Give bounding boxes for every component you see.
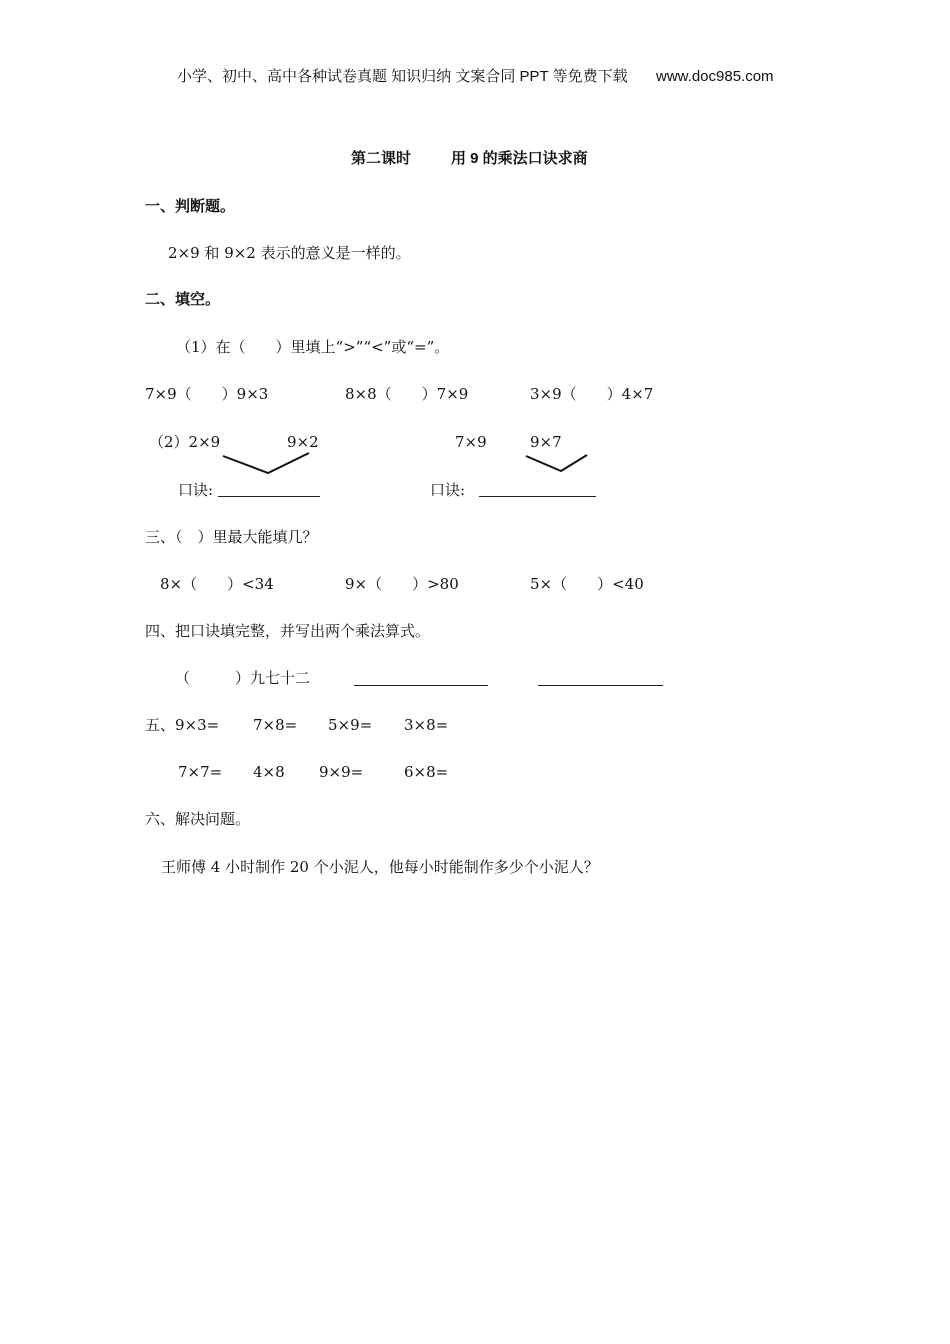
header-text: 小学、初中、高中各种试卷真题 知识归纳 文案合同 PPT 等免费下载 — [177, 68, 628, 85]
compare-item-1: 7×9（ ）9×3 — [145, 385, 269, 403]
section6-heading: 六、解决问题。 — [145, 810, 251, 828]
page-title: 用 9 的乘法口诀求商 — [451, 150, 588, 167]
koujue-label-right: 口诀: — [430, 481, 466, 499]
header-url[interactable]: www.doc985.com — [656, 68, 774, 85]
calc-item: 7×8= — [253, 716, 298, 734]
bracket-left-icon — [220, 450, 312, 476]
max-fill-item-1: 8×（ ）<34 — [160, 575, 274, 593]
section5-heading: 五、9×3= — [145, 716, 220, 734]
calc-item: 4×8 — [253, 763, 285, 781]
equation-blank-2[interactable] — [538, 685, 663, 686]
koujue-blank-right[interactable] — [479, 496, 596, 497]
section1-statement: 2×9 和 9×2 表示的意义是一样的。 — [168, 244, 411, 262]
section1-heading: 一、判断题。 — [145, 198, 236, 215]
q2-right-a: 7×9 — [455, 433, 487, 451]
section4-heading: 四、把口诀填完整，并写出两个乘法算式。 — [145, 622, 431, 640]
bracket-right-icon — [524, 453, 590, 473]
q2-right-b: 9×7 — [530, 433, 562, 451]
koujue-label-left: 口诀: — [178, 481, 214, 499]
compare-item-3: 3×9（ ）4×7 — [530, 385, 654, 403]
compare-item-2: 8×8（ ）7×9 — [345, 385, 469, 403]
equation-blank-1[interactable] — [354, 685, 488, 686]
section2-heading: 二、填空。 — [145, 291, 221, 308]
calc-item: 7×7= — [178, 763, 223, 781]
section3-heading: 三、（ ）里最大能填几？ — [145, 528, 318, 546]
lesson-label: 第二课时 — [351, 150, 412, 167]
max-fill-item-2: 9×（ ）>80 — [345, 575, 459, 593]
q2-label-left-a: （2）2×9 — [149, 433, 221, 451]
calc-item: 9×9= — [319, 763, 364, 781]
word-problem: 王师傅 4 小时制作 20 个小泥人，他每小时能制作多少个小泥人？ — [161, 858, 599, 876]
calc-item: 6×8= — [404, 763, 449, 781]
section2-q1-instruction: （1）在（ ）里填上“>”“<”或“=”。 — [176, 338, 450, 356]
max-fill-item-3: 5×（ ）<40 — [530, 575, 644, 593]
q2-left-b: 9×2 — [287, 433, 319, 451]
koujue-blank-left[interactable] — [218, 496, 320, 497]
calc-item: 5×9= — [328, 716, 373, 734]
koujue-fill-item: （ ）九七十二 — [175, 669, 311, 687]
calc-item: 3×8= — [404, 716, 449, 734]
